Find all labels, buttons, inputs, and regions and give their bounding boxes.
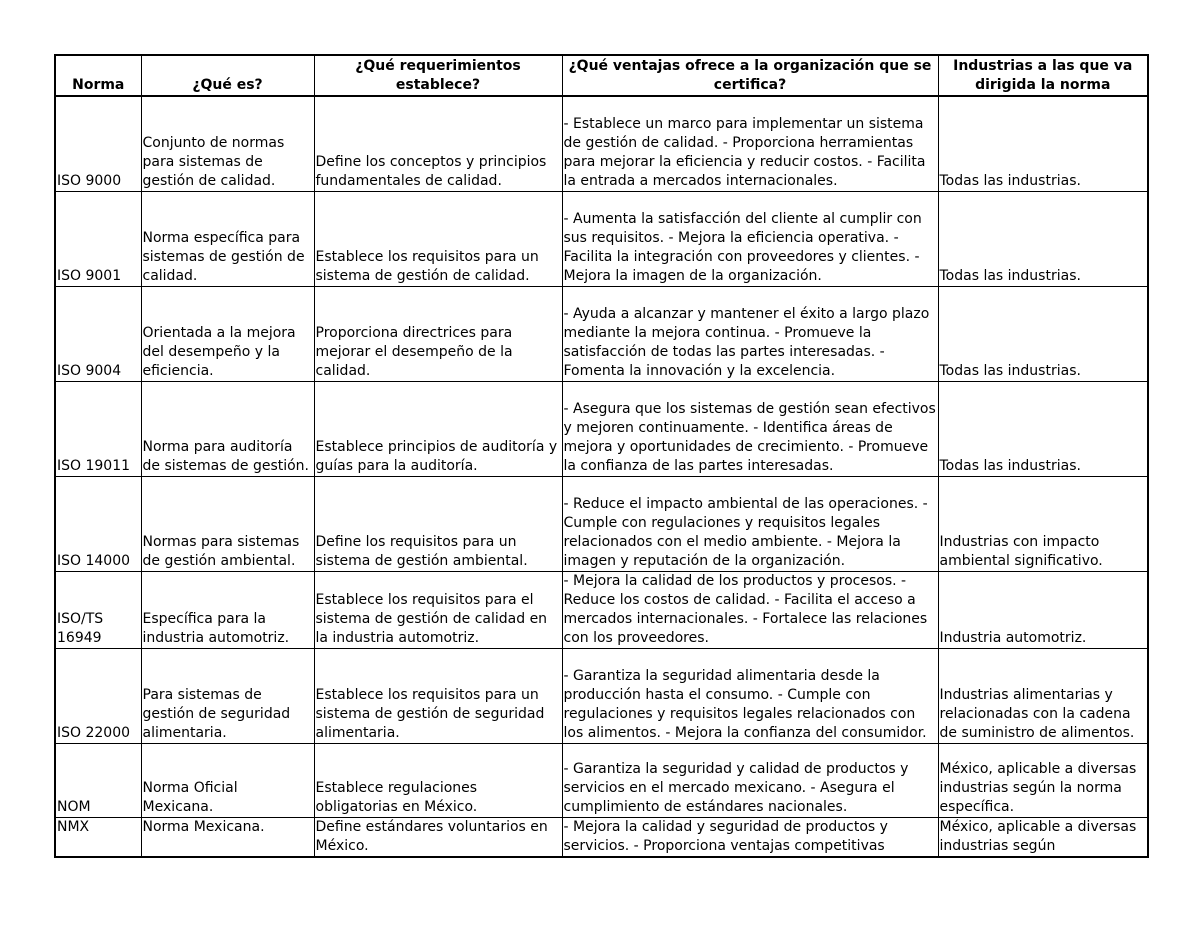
cell-requerimientos: Define los conceptos y principios fundamentales de calidad. — [314, 96, 562, 192]
cell-ventajas: - Garantiza la seguridad alimentaria desde la producción hasta el consumo. - Cumple con regulaciones y requisitos legales relacionados con los alimentos. - Mejora la confianza del consumidor. — [562, 649, 938, 744]
cell-industrias: Todas las industrias. — [938, 96, 1148, 192]
cell-requerimientos: Establece los requisitos para el sistema de gestión de calidad en la industria automotriz. — [314, 572, 562, 649]
cell-industrias: Industria automotriz. — [938, 572, 1148, 649]
cell-que-es: Conjunto de normas para sistemas de gestión de calidad. — [141, 96, 314, 192]
cell-norma: ISO 22000 — [55, 649, 141, 744]
cell-norma: ISO/TS 16949 — [55, 572, 141, 649]
header-industrias: Industrias a las que va dirigida la norma — [938, 55, 1148, 96]
cell-requerimientos: Establece regulaciones obligatorias en México. — [314, 744, 562, 818]
table-row — [55, 96, 1148, 192]
cell-norma: ISO 9000 — [55, 96, 141, 192]
cell-ventajas: - Mejora la calidad y seguridad de productos y servicios. - Proporciona ventajas competitivas — [562, 818, 938, 858]
cell-norma: ISO 19011 — [55, 382, 141, 477]
cell-ventajas: - Asegura que los sistemas de gestión sean efectivos y mejoren continuamente. - Identifica áreas de mejora y oportunidades de crecimiento. - Promueve la confianza de las partes interesadas. — [562, 382, 938, 477]
cell-ventajas: - Aumenta la satisfacción del cliente al cumplir con sus requisitos. - Mejora la eficiencia operativa. - Facilita la integración con proveedores y clientes. - Mejora la imagen de la organización. — [562, 192, 938, 287]
cell-industrias: Todas las industrias. — [938, 382, 1148, 477]
cell-ventajas: - Mejora la calidad de los productos y procesos. - Reduce los costos de calidad. - Facilita el acceso a mercados internacionales. - Fortalece las relaciones con los proveedores. — [562, 572, 938, 649]
cell-que-es: Normas para sistemas de gestión ambiental. — [141, 477, 314, 572]
header-que-es: ¿Qué es? — [141, 55, 314, 96]
cell-que-es: Específica para la industria automotriz. — [141, 572, 314, 649]
cell-industrias: México, aplicable a diversas industrias según — [938, 818, 1148, 858]
table-row — [55, 192, 1148, 287]
table-row — [55, 382, 1148, 477]
header-row — [55, 55, 1148, 96]
cell-requerimientos: Proporciona directrices para mejorar el desempeño de la calidad. — [314, 287, 562, 382]
cell-ventajas: - Reduce el impacto ambiental de las operaciones. - Cumple con regulaciones y requisitos legales relacionados con el medio ambiente. - Mejora la imagen y reputación de la organización. — [562, 477, 938, 572]
header-requerimientos: ¿Qué requerimientos establece? — [314, 55, 562, 96]
table-row — [55, 818, 1148, 858]
cell-ventajas: - Establece un marco para implementar un sistema de gestión de calidad. - Proporciona herramientas para mejorar la eficiencia y reducir costos. - Facilita la entrada a mercados internacionales. — [562, 96, 938, 192]
cell-norma: ISO 9001 — [55, 192, 141, 287]
cell-norma: NMX — [55, 818, 141, 858]
cell-industrias: Industrias alimentarias y relacionadas con la cadena de suministro de alimentos. — [938, 649, 1148, 744]
cell-norma: NOM — [55, 744, 141, 818]
cell-industrias: Todas las industrias. — [938, 287, 1148, 382]
cell-industrias: Industrias con impacto ambiental significativo. — [938, 477, 1148, 572]
cell-industrias: Todas las industrias. — [938, 192, 1148, 287]
cell-que-es: Norma para auditoría de sistemas de gestión. — [141, 382, 314, 477]
cell-requerimientos: Establece principios de auditoría y guías para la auditoría. — [314, 382, 562, 477]
cell-requerimientos: Define los requisitos para un sistema de gestión ambiental. — [314, 477, 562, 572]
cell-ventajas: - Garantiza la seguridad y calidad de productos y servicios en el mercado mexicano. - Asegura el cumplimiento de estándares nacionales. — [562, 744, 938, 818]
cell-que-es: Para sistemas de gestión de seguridad alimentaria. — [141, 649, 314, 744]
cell-ventajas: - Ayuda a alcanzar y mantener el éxito a largo plazo mediante la mejora continua. - Promueve la satisfacción de todas las partes interesadas. - Fomenta la innovación y la excelencia. — [562, 287, 938, 382]
cell-requerimientos: Establece los requisitos para un sistema de gestión de calidad. — [314, 192, 562, 287]
cell-norma: ISO 9004 — [55, 287, 141, 382]
normas-table — [54, 54, 1149, 858]
cell-que-es: Norma Oficial Mexicana. — [141, 744, 314, 818]
table-row — [55, 572, 1148, 649]
header-ventajas: ¿Qué ventajas ofrece a la organización que se certifica? — [562, 55, 938, 96]
table-row — [55, 744, 1148, 818]
cell-industrias: México, aplicable a diversas industrias según la norma específica. — [938, 744, 1148, 818]
cell-requerimientos: Define estándares voluntarios en México. — [314, 818, 562, 858]
cell-que-es: Norma Mexicana. — [141, 818, 314, 858]
header-norma: Norma — [55, 55, 141, 96]
cell-norma: ISO 14000 — [55, 477, 141, 572]
table-row — [55, 649, 1148, 744]
cell-que-es: Norma específica para sistemas de gestión de calidad. — [141, 192, 314, 287]
table-row — [55, 477, 1148, 572]
cell-que-es: Orientada a la mejora del desempeño y la eficiencia. — [141, 287, 314, 382]
table-row — [55, 287, 1148, 382]
cell-requerimientos: Establece los requisitos para un sistema de gestión de seguridad alimentaria. — [314, 649, 562, 744]
